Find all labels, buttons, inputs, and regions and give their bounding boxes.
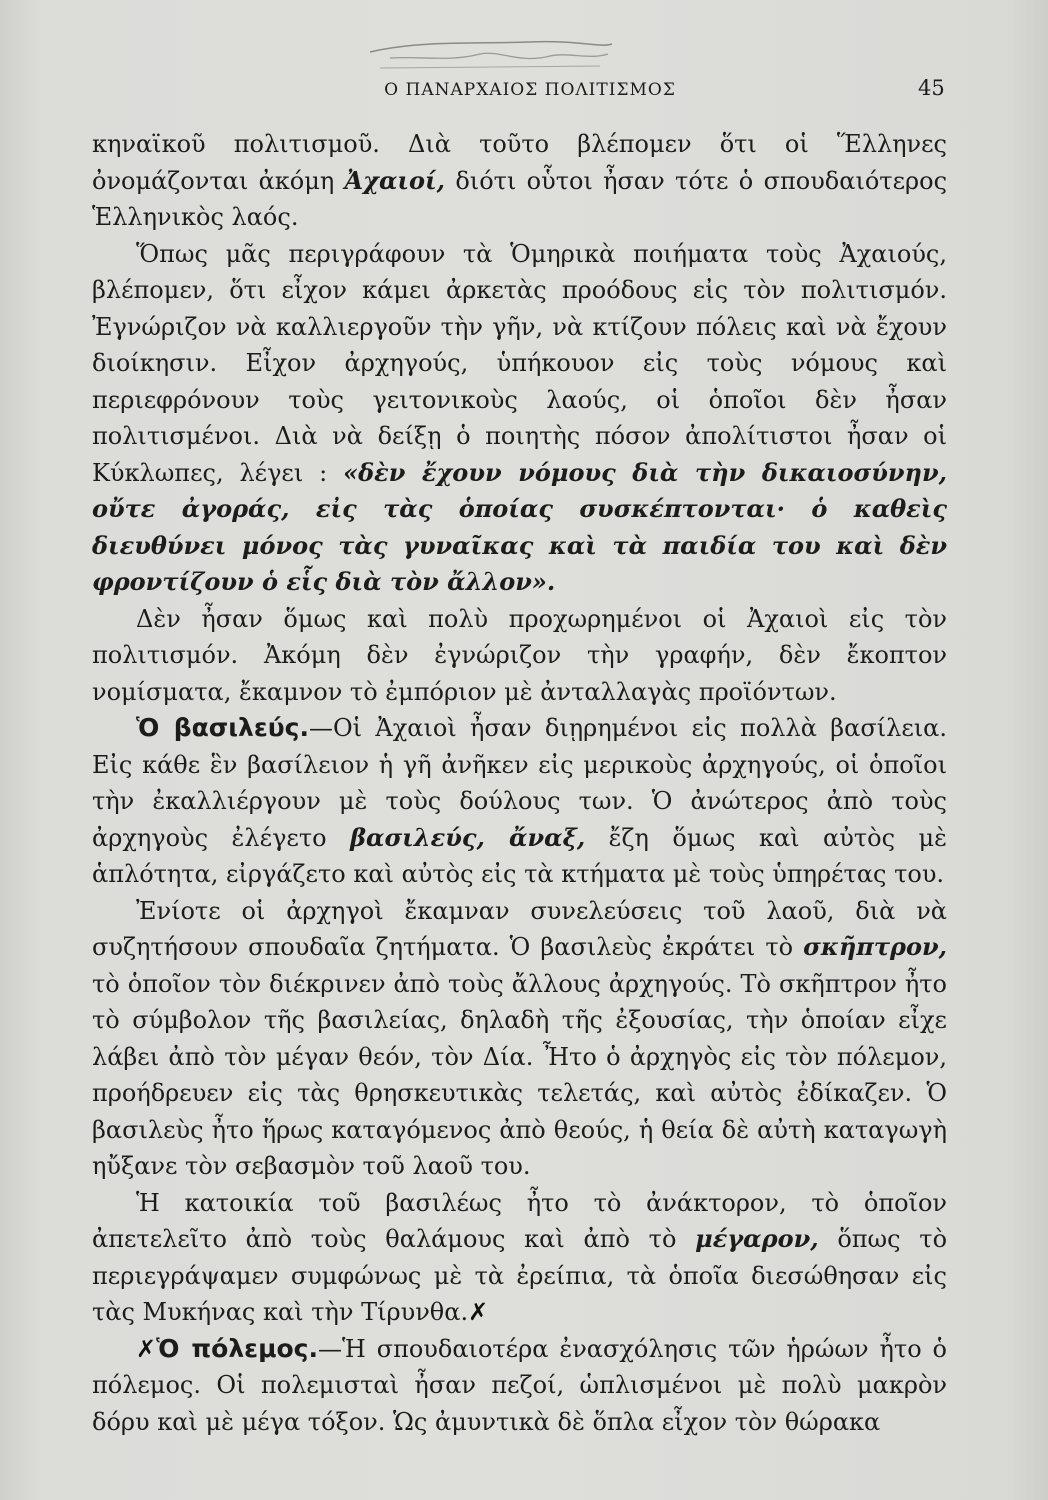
paragraph-text: διότι οὗτοι ἦσαν τότε ὁ σπουδαιότερος Ἑλληνικὸς λαός.: [92, 166, 948, 231]
paragraph: [92, 1331, 947, 1441]
page-body: [92, 126, 947, 1440]
paragraph: [92, 710, 947, 893]
handwritten-cross-mark: ✗: [468, 1298, 489, 1326]
emphasized-term: μέγαρον,: [695, 1224, 819, 1253]
paragraph-text: —Οἱ Ἀχαιοὶ ἦσαν διῃρημένοι εἰς πολλὰ βασίλεια. Εἰς κάθε ἓν βασίλειον ἡ γῆ ἀνῆκεν εἰς μερικοὺς ἀρχηγούς, οἱ ὁποῖοι τὴν ἐκαλλιέργουν μὲ τοὺς δούλους των. Ὁ ἀνώτερος ἀπὸ τοὺς ἀρχηγοὺς ἐλέγετο: [92, 714, 947, 852]
handwritten-cross-mark: ✗: [136, 1334, 157, 1363]
emphasized-term: Ἀχαιοί,: [344, 165, 445, 195]
paragraph: [92, 126, 947, 236]
paragraph-text: Δὲν ἦσαν ὅμως καὶ πολὺ προχωρημένοι οἱ Ἀχαιοὶ εἰς τὸν πολιτισμόν. Ἀκόμη δὲν ἐγνώριζον τὴν γραφήν, δὲν ἔκοπτον νομίσματα, ἔκαμνον τὸ ἐμπόριον μὲ ἀνταλλαγὰς προϊόντων.: [92, 604, 947, 706]
paragraph-text: —Ἡ σπουδαιοτέρα ἐνασχόλησις τῶν ἡρώων ἦτο ὁ πόλεμος. Οἱ πολεμισταὶ ἦσαν πεζοί, ὡπλισμένοι μὲ πολὺ μακρὸν δόρυ καὶ μὲ μέγα τόξον. Ὡς ἀμυντικὰ δὲ ὅπλα εἶχον τὸν θώρακα: [92, 1334, 947, 1436]
paragraph-text: ὅπως τὸ περιεγράψαμεν συμφώνως μὲ τὰ ἐρείπια, τὰ ὁποῖα διεσώθησαν εἰς τὰς Μυκήνας καὶ τὴν Τίρυνθα.: [92, 1225, 948, 1326]
running-header: Ο ΠΑΝΑΡΧΑΙΟΣ ΠΟΛΙΤΙΣΜΟΣ: [384, 80, 676, 100]
section-heading: Ὁ βασιλεύς.: [136, 713, 309, 742]
paragraph-text: Ἐνίοτε οἱ ἀρχηγοὶ ἔκαμναν συνελεύσεις τοῦ λαοῦ, διὰ νὰ συζητήσουν σπουδαῖα ζητήματα. Ὁ βασιλεὺς ἐκράτει τὸ: [92, 896, 947, 961]
paragraph: [92, 893, 947, 1185]
emphasized-term: σκῆπτρον,: [803, 932, 947, 961]
paragraph: [92, 601, 947, 711]
section-heading: Ὁ πόλεμος.: [156, 1333, 318, 1363]
paragraph-text: Ἡ κατοικία τοῦ βασιλέως ἦτο τὸ ἀνάκτορον, τὸ ὁποῖον ἀπετελεῖτο ἀπὸ τοὺς θαλάμους καὶ ἀπὸ τὸ: [92, 1188, 947, 1253]
quotation: «δὲν ἔχουν νόμους διὰ τὴν δικαιοσύνην, οὔτε ἀγοράς, εἰς τὰς ὁποίας συσκέπτονται· ὁ καθεὶς διευθύνει μόνος τὰς γυναῖκας καὶ τὰ παιδία του καὶ δὲν φροντίζουν ὁ εἷς διὰ τὸν ἄλλον».: [92, 457, 947, 596]
paragraph: [92, 236, 947, 601]
paragraph-text: τὸ ὁποῖον τὸν διέκρινεν ἀπὸ τοὺς ἄλλους ἀρχηγούς. Τὸ σκῆπτρον ἦτο τὸ σύμβολον τῆς βασιλείας, δηλαδὴ τῆς ἐξουσίας, τὴν ὁποίαν εἶχε λάβει ἀπὸ τὸν μέγαν θεόν, τὸν Δία. Ἦτο ὁ ἀρχηγὸς εἰς τὸν πόλεμον, προήδρευεν εἰς τὰς θρησκευτικὰς τελετάς, καὶ αὐτὸς ἐδίκαζεν. Ὁ βασιλεὺς ἦτο ἥρως καταγόμενος ἀπὸ θεούς, ἡ θεία δὲ αὐτὴ καταγωγὴ ηὔξανε τὸν σεβασμὸν τοῦ λαοῦ του.: [92, 969, 947, 1180]
paragraph-text: Ὅπως μᾶς περιγράφουν τὰ Ὁμηρικὰ ποιήματα τοὺς Ἀχαιούς, βλέπομεν, ὅτι εἶχον κάμει ἀρκετὰς προόδους εἰς τὸν πολιτισμόν. Ἐγνώριζον νὰ καλλιεργοῦν τὴν γῆν, νὰ κτίζουν πόλεις καὶ νὰ ἔχουν διοίκησιν. Εἶχον ἀρχηγούς, ὑπήκουον εἰς τοὺς νόμους καὶ περιεφρόνουν τοὺς γειτονικοὺς λαούς, οἱ ὁποῖοι δὲν ἦσαν πολιτισμένοι. Διὰ νὰ δείξῃ ὁ ποιητὴς πόσον ἀπολίτιστοι ἦσαν οἱ Κύκλωπες, λέγει :: [92, 239, 947, 487]
page-number: 45: [918, 76, 945, 100]
paragraph: [92, 1185, 947, 1331]
pencil-annotation: [360, 30, 620, 80]
paragraph-text: κηναϊκοῦ πολιτισμοῦ. Διὰ τοῦτο βλέπομεν ὅτι οἱ Ἕλληνες ὀνομάζονται ἀκόμη: [92, 130, 947, 195]
emphasized-term: βασιλεύς, ἄναξ,: [350, 822, 586, 852]
paragraph-text: ἔζη ὅμως καὶ αὐτὸς μὲ ἁπλότητα, εἰργάζετο καὶ αὐτὸς εἰς τὰ κτήματα μὲ τοὺς ὑπηρέτας του.: [92, 823, 947, 888]
